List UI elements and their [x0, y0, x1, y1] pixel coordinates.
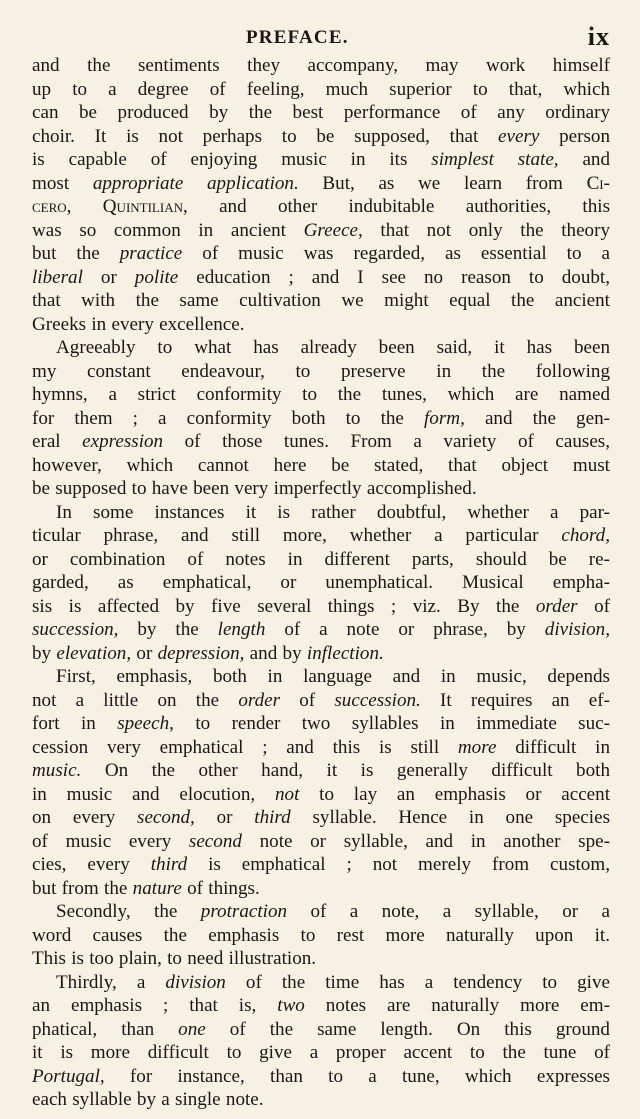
text-run: can be produced by the best performance of any ordinary	[32, 102, 610, 123]
italic-run: elevation,	[56, 642, 132, 664]
text-run: each syllable by a single note.	[32, 1089, 264, 1110]
text-run: First, emphasis, both in language and in music, depends	[56, 666, 610, 687]
text-run: for instance, than to a tune, which expresses	[104, 1065, 610, 1087]
text-run: to render two syllables in immediate suc-	[173, 713, 610, 734]
italic-run: simplest state,	[431, 149, 559, 170]
text-line	[32, 524, 610, 548]
italic-run: third	[254, 807, 291, 828]
text-run: or	[82, 266, 135, 288]
text-line	[32, 806, 610, 830]
text-run: that with the same cultivation we might equal the ancient	[32, 290, 610, 311]
text-line	[32, 336, 610, 360]
text-run: of things.	[181, 877, 260, 899]
text-line	[32, 595, 610, 619]
text-line	[32, 148, 610, 172]
running-head-title: PREFACE.	[246, 27, 349, 48]
italic-run: inflection.	[306, 642, 384, 664]
text-run: in music and elocution,	[32, 783, 275, 805]
text-run: or	[131, 642, 158, 664]
text-line	[32, 971, 610, 995]
text-line	[32, 501, 610, 525]
italic-run: protraction	[200, 901, 288, 922]
text-line	[32, 172, 610, 196]
text-line	[32, 242, 610, 266]
text-run: note or syllable, and in another spe-	[241, 830, 610, 852]
italic-run: third	[150, 854, 188, 875]
text-run: notes are naturally more em-	[304, 995, 610, 1016]
italic-run: appropriate application.	[92, 172, 299, 194]
text-line	[32, 994, 610, 1018]
text-run: or combination of notes in different parts, should be re-	[32, 548, 610, 570]
text-line	[32, 853, 610, 877]
text-line	[32, 712, 610, 736]
italic-run: division,	[544, 619, 610, 640]
text-run: to lay an emphasis or accent	[299, 783, 610, 805]
text-run: ticular phrase, and still more, whether a particular	[32, 525, 562, 546]
text-line	[32, 571, 610, 595]
text-line	[32, 289, 610, 313]
text-run: But, as we learn from	[298, 172, 587, 194]
text-run: but from the	[32, 877, 133, 899]
text-run: and the gen-	[464, 407, 610, 429]
text-run: of music was regarded, as essential to a	[182, 243, 610, 264]
text-line	[32, 877, 610, 901]
text-run: Thirdly, a	[56, 971, 166, 993]
text-run: on every	[32, 807, 138, 828]
text-run: and other indubitable authorities, this	[187, 196, 611, 217]
italic-run: Greece,	[303, 219, 363, 241]
text-run: or	[194, 807, 255, 828]
text-line	[32, 618, 610, 642]
text-line	[32, 924, 610, 948]
text-run: Secondly, the	[56, 901, 201, 922]
italic-run: practice	[119, 243, 183, 264]
paragraph	[32, 336, 610, 501]
text-run: was so common in ancient	[32, 219, 304, 241]
text-run: Greeks in every excellence.	[32, 313, 245, 335]
text-run: cies, every	[32, 854, 151, 875]
italic-run: order	[238, 689, 281, 711]
text-run: Agreeably to what has already been said, it has been	[56, 337, 610, 358]
text-run: most	[32, 172, 93, 194]
text-run: by the	[118, 619, 218, 640]
text-run: it is more difficult to give a proper accent to the tune of	[32, 1042, 610, 1063]
text-run: not a little on the	[32, 689, 239, 711]
text-run: In some instances it is rather doubtful, whether a par-	[56, 501, 610, 523]
text-run: eral	[32, 431, 83, 452]
text-run: of the time has a tendency to give	[225, 971, 610, 993]
italic-run: every	[498, 125, 540, 147]
text-run: On the other hand, it is generally difficult both	[81, 760, 610, 781]
text-run: my constant endeavour, to preserve in the following	[32, 360, 610, 382]
italic-run: succession.	[334, 689, 421, 711]
text-run: is emphatical ; not merely from custom,	[187, 854, 610, 875]
text-line	[32, 642, 610, 666]
running-head	[32, 24, 610, 54]
text-line	[32, 665, 610, 689]
text-run: education ; and I see no reason to doubt,	[178, 266, 610, 288]
text-run: It requires an ef-	[420, 689, 610, 711]
text-line	[32, 1018, 610, 1042]
italic-run: liberal	[32, 266, 83, 288]
text-line	[32, 759, 610, 783]
text-run: be supposed to have been very imperfectly accomplished.	[32, 478, 477, 499]
text-line	[32, 830, 610, 854]
italic-run: second	[188, 830, 242, 852]
italic-run: more	[457, 736, 497, 758]
text-run: by	[32, 642, 57, 664]
text-run: for them ; a conformity both to the	[32, 407, 424, 429]
italic-run: division	[165, 971, 226, 993]
text-line	[32, 219, 610, 243]
text-line	[32, 266, 610, 290]
italic-run: chord,	[561, 525, 610, 546]
text-run: of the same length. On this ground	[205, 1018, 610, 1040]
italic-run: succession,	[32, 619, 119, 640]
text-line	[32, 101, 610, 125]
text-line	[32, 689, 610, 713]
italic-run: length	[217, 619, 266, 640]
text-run: is capable of enjoying music in its	[32, 149, 432, 170]
text-run: of	[577, 595, 610, 617]
italic-run: second,	[137, 807, 195, 828]
italic-run: depression,	[157, 642, 245, 664]
text-run: hymns, a strict conformity to the tunes, which are named	[32, 384, 610, 405]
italic-run: polite	[134, 266, 179, 288]
text-run: cession very emphatical ; and this is still	[32, 736, 458, 758]
text-line	[32, 548, 610, 572]
page-number: ix	[587, 22, 610, 51]
italic-run: Portugal,	[32, 1065, 105, 1087]
italic-run: nature	[132, 877, 182, 899]
text-line	[32, 736, 610, 760]
italic-run: form,	[424, 407, 465, 429]
text-line	[32, 1065, 610, 1089]
small-caps-run: cero, Quintilian,	[32, 196, 188, 217]
text-run: of a note or phrase, by	[265, 619, 545, 640]
text-run: and the sentiments they accompany, may work himself	[32, 55, 610, 76]
italic-run: speech,	[117, 713, 174, 734]
text-run: choir. It is not perhaps to be supposed, that	[32, 125, 499, 147]
text-run: sis is affected by five several things ; viz. By the	[32, 595, 536, 617]
italic-run: music.	[32, 760, 82, 781]
text-run: but the	[32, 243, 120, 264]
text-line	[32, 477, 610, 501]
italic-run: not	[274, 783, 300, 805]
paragraph	[32, 665, 610, 900]
text-run: difficult in	[496, 736, 610, 758]
paragraph	[32, 54, 610, 336]
text-line	[32, 313, 610, 337]
text-line	[32, 783, 610, 807]
text-line	[32, 54, 610, 78]
text-run: and	[558, 149, 611, 170]
text-line	[32, 125, 610, 149]
text-line	[32, 195, 610, 219]
body-text	[32, 54, 610, 1112]
italic-run: expression	[82, 431, 164, 452]
paragraph	[32, 900, 610, 971]
text-run: an emphasis ; that is,	[32, 995, 278, 1016]
text-run: phatical, than	[32, 1018, 179, 1040]
text-run: word causes the emphasis to rest more naturally upon it.	[32, 924, 610, 946]
text-line	[32, 78, 610, 102]
text-line	[32, 900, 610, 924]
text-run: of	[280, 689, 335, 711]
text-run: of a note, a syllable, or a	[287, 901, 611, 922]
text-line	[32, 383, 610, 407]
small-caps-run: Ci-	[586, 172, 610, 194]
text-run: person	[539, 125, 610, 147]
italic-run: one	[178, 1018, 206, 1040]
text-line	[32, 1041, 610, 1065]
text-run: that not only the theory	[362, 219, 611, 241]
text-line	[32, 947, 610, 971]
text-run: fort in	[32, 713, 118, 734]
text-line	[32, 407, 610, 431]
text-run: of those tunes. From a variety of causes,	[163, 431, 610, 452]
paragraph	[32, 501, 610, 666]
text-line	[32, 360, 610, 384]
text-line	[32, 1088, 610, 1112]
text-run: and by	[244, 642, 307, 664]
text-run: however, which cannot here be stated, that object must	[32, 454, 610, 476]
text-run: up to a degree of feeling, much superior to that, which	[32, 78, 610, 100]
italic-run: order	[535, 595, 578, 617]
paragraph	[32, 971, 610, 1112]
text-run: of music every	[32, 830, 189, 852]
text-run: syllable. Hence in one species	[290, 807, 610, 828]
text-line	[32, 430, 610, 454]
text-run: This is too plain, to need illustration.	[32, 948, 317, 969]
italic-run: two	[277, 995, 305, 1016]
text-line	[32, 454, 610, 478]
text-run: garded, as emphatical, or unemphatical. Musical empha-	[32, 572, 610, 593]
